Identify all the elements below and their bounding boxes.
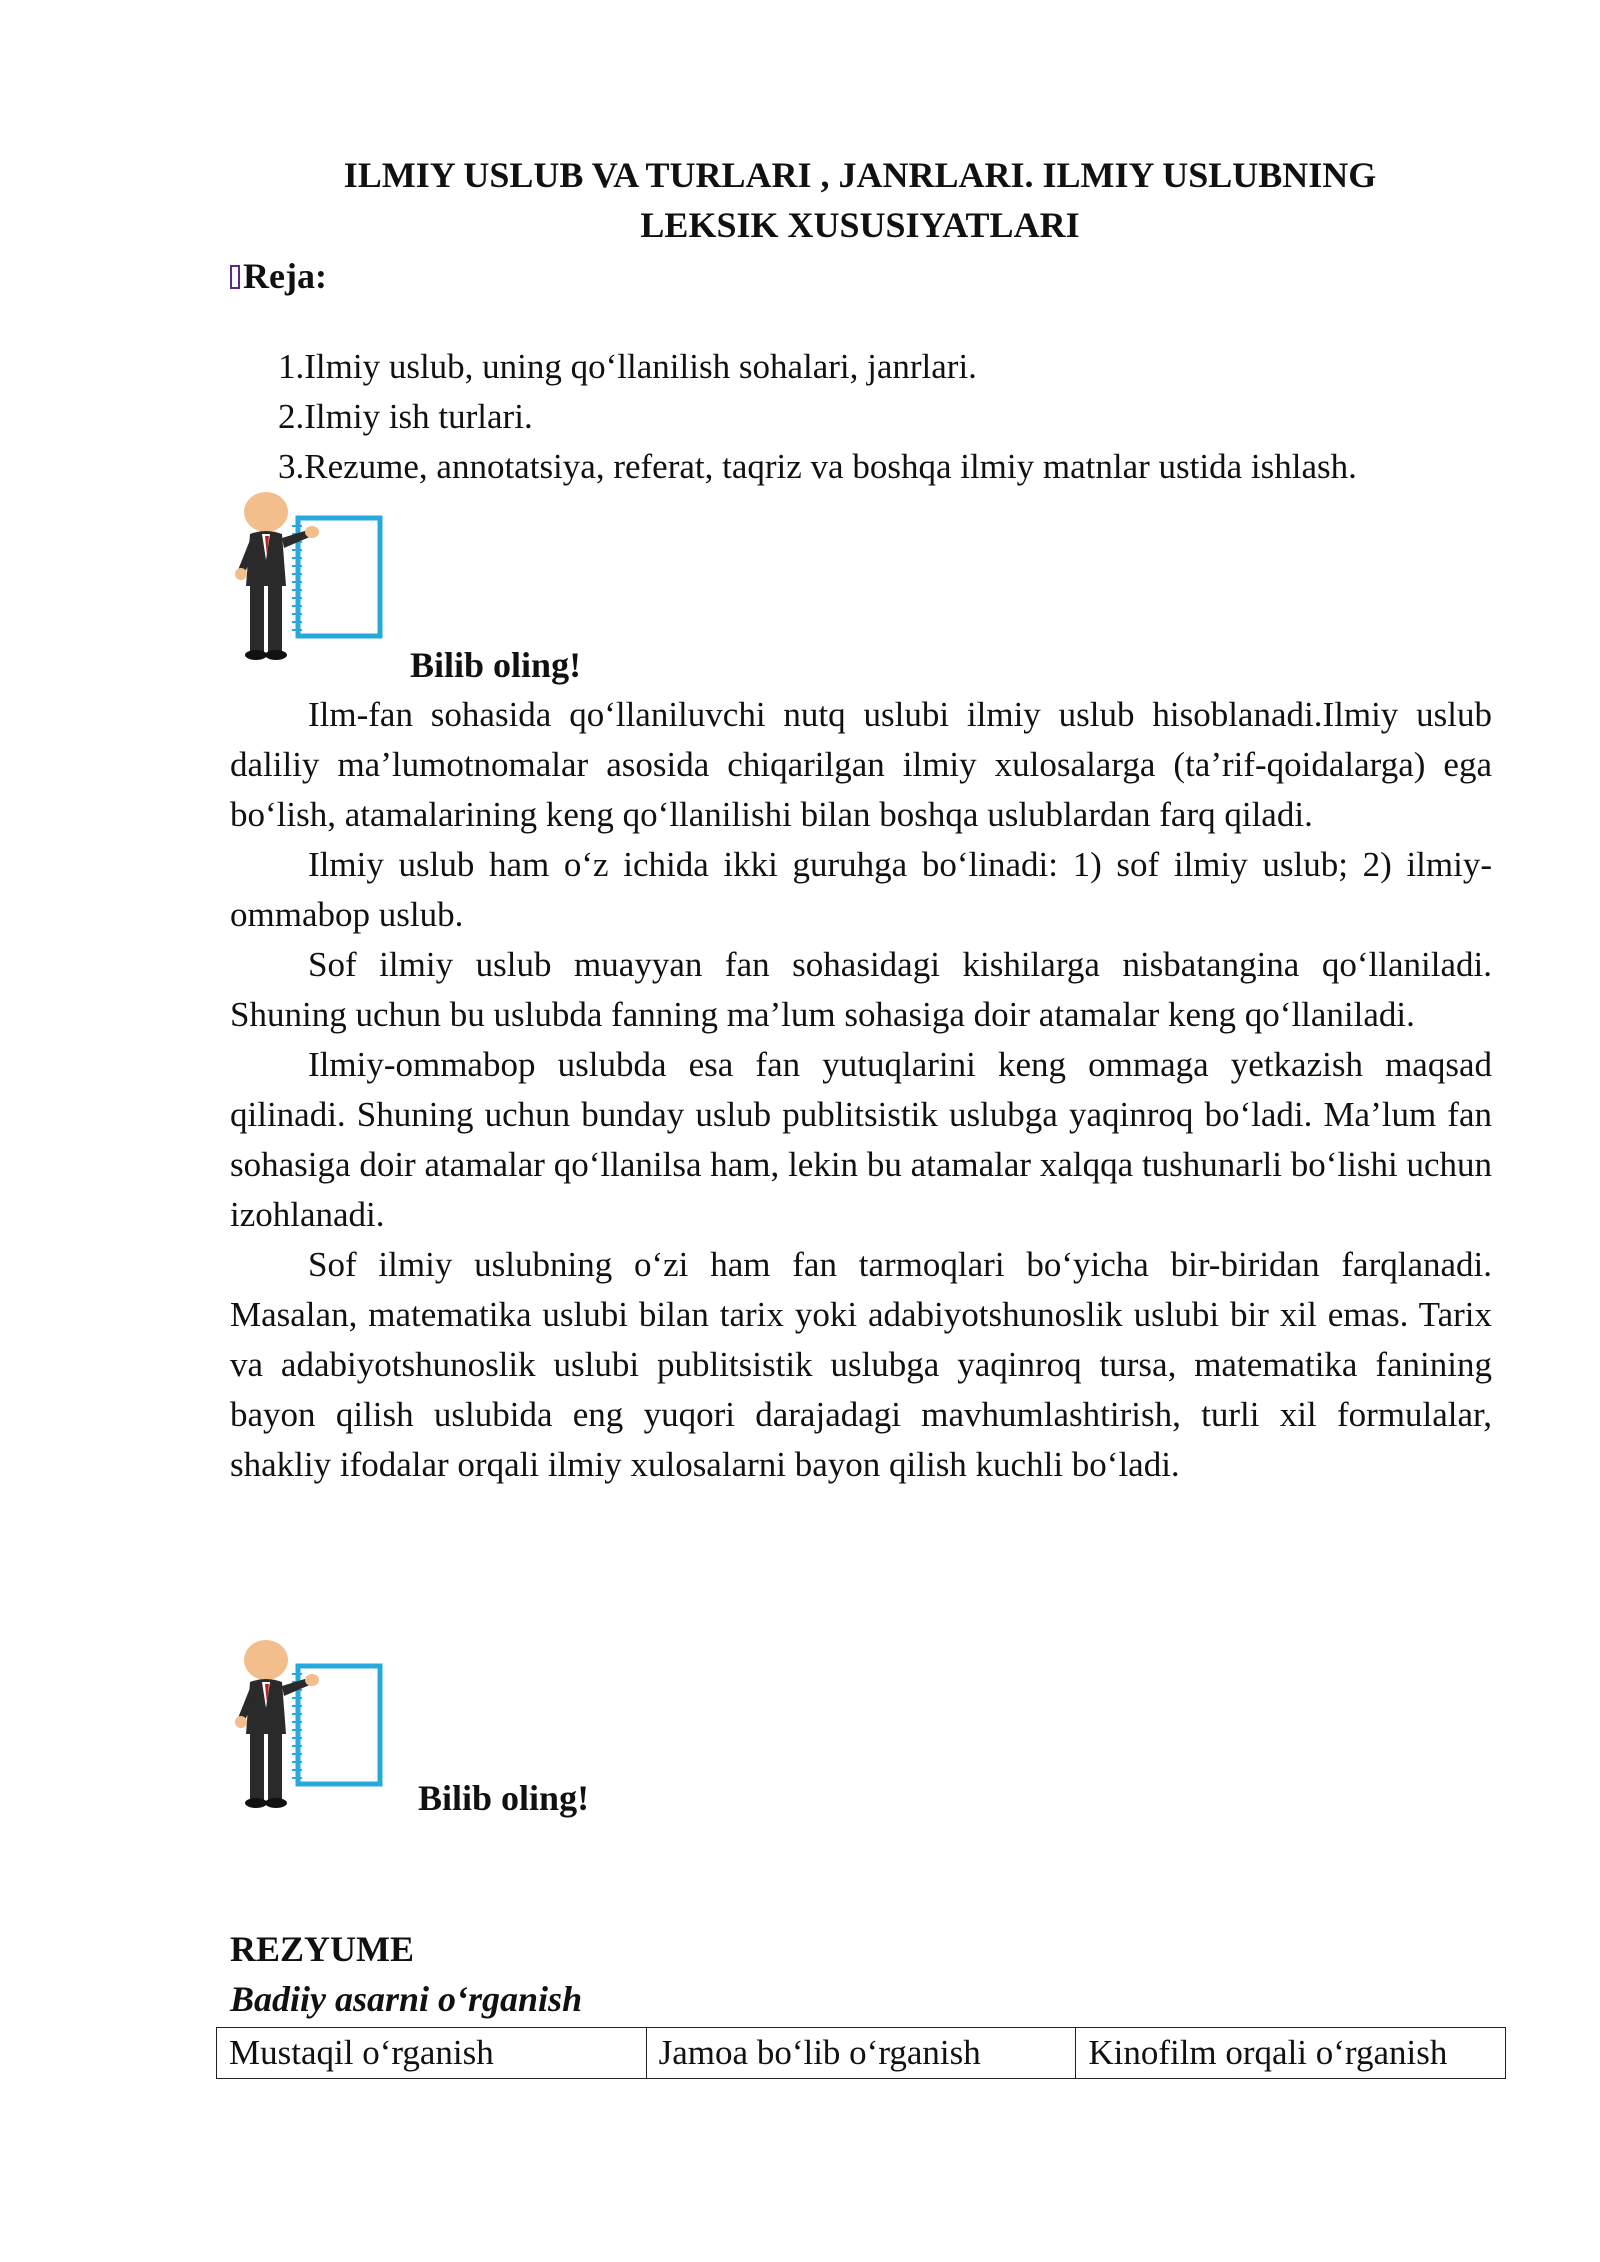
document-title bbox=[230, 150, 1490, 250]
plan-item: 2.Ilmiy ish turlari. bbox=[278, 397, 533, 436]
paragraph: Sof ilmiy uslub muayyan fan sohasidagi kishilarga nisbatangina qo‘llaniladi. Shuning uchun bu uslubda fanning ma’lum sohasiga doir atamalar keng qo‘llaniladi. bbox=[230, 945, 1492, 1034]
rezyume-table bbox=[216, 2027, 1506, 2079]
paragraph: Ilmiy-ommabop uslubda esa fan yutuqlarini keng ommaga yetkazish maqsad qilinadi. Shuning uchun bunday uslub publitsistik uslubga yaqinroq bo‘ladi. Ma’lum fan sohasiga doir atamalar qo‘llanilsa ham, lekin bu atamalar xalqqa tushunarli bo‘lishi uchun izohlanadi. bbox=[230, 1045, 1492, 1234]
title-line-2: LEKSIK XUSUSIYATLARI bbox=[640, 205, 1080, 245]
bilib-oling-heading: Bilib oling! bbox=[410, 645, 582, 685]
paragraph: Ilm-fan sohasida qo‘llaniluvchi nutq uslubi ilmiy uslub hisoblanadi.Ilmiy uslub daliliy ma’lumotnomalar asosida chiqarilgan ilmiy xulosalarga (ta’rif-qoidalarga) ega bo‘lish, atamalarining keng qo‘llanilishi bilan boshqa uslublardan farq qiladi. bbox=[230, 695, 1492, 834]
plan-list bbox=[278, 342, 1357, 492]
body-text bbox=[230, 690, 1492, 1490]
plan-item: 3.Rezume, annotatsiya, referat, taqriz va boshqa ilmiy matnlar ustida ishlash. bbox=[278, 447, 1357, 486]
paragraph: Sof ilmiy uslubning o‘zi ham fan tarmoqlari bo‘yicha bir-biridan farqlanadi. Masalan, matematika uslubi bilan tarix yoki adabiyotshunoslik uslubi bir xil emas. Tarix va adabiyotshunoslik uslubi publitsistik uslubga yaqinroq tursa, matematika fanining bayon qilish uslubida eng yuqori darajadagi mavhumlashtirish, turli xil formulalar, shakliy ifodalar orqali ilmiy xulosalarni bayon qilish kuchli bo‘ladi. bbox=[230, 1245, 1492, 1484]
plan-item: 1.Ilmiy uslub, uning qo‘llanilish sohalari, janrlari. bbox=[278, 347, 977, 386]
bilib-oling-heading: Bilib oling! bbox=[418, 1778, 590, 1818]
table-cell: Mustaqil o‘rganish bbox=[217, 2028, 647, 2079]
presenter-board-illustration bbox=[228, 490, 403, 675]
table-cell: Jamoa bo‘lib o‘rganish bbox=[646, 2028, 1076, 2079]
table-cell: Kinofilm orqali o‘rganish bbox=[1076, 2028, 1506, 2079]
rezyume-subtitle: Badiiy asarni o‘rganish bbox=[230, 1979, 583, 2019]
rezyume-heading: REZYUME bbox=[230, 1929, 415, 1969]
title-line-1: ILMIY USLUB VA TURLARI , JANRLARI. ILMIY USLUBNING bbox=[343, 155, 1377, 195]
plan-heading bbox=[230, 250, 327, 302]
presenter-board-illustration bbox=[228, 1638, 403, 1823]
table-row bbox=[217, 2028, 1506, 2079]
bullet-symbol-icon bbox=[230, 265, 240, 289]
plan-heading-label: Reja: bbox=[243, 256, 327, 296]
paragraph: Ilmiy uslub ham o‘z ichida ikki guruhga bo‘linadi: 1) sof ilmiy uslub; 2) ilmiy-ommabop uslub. bbox=[230, 845, 1492, 934]
